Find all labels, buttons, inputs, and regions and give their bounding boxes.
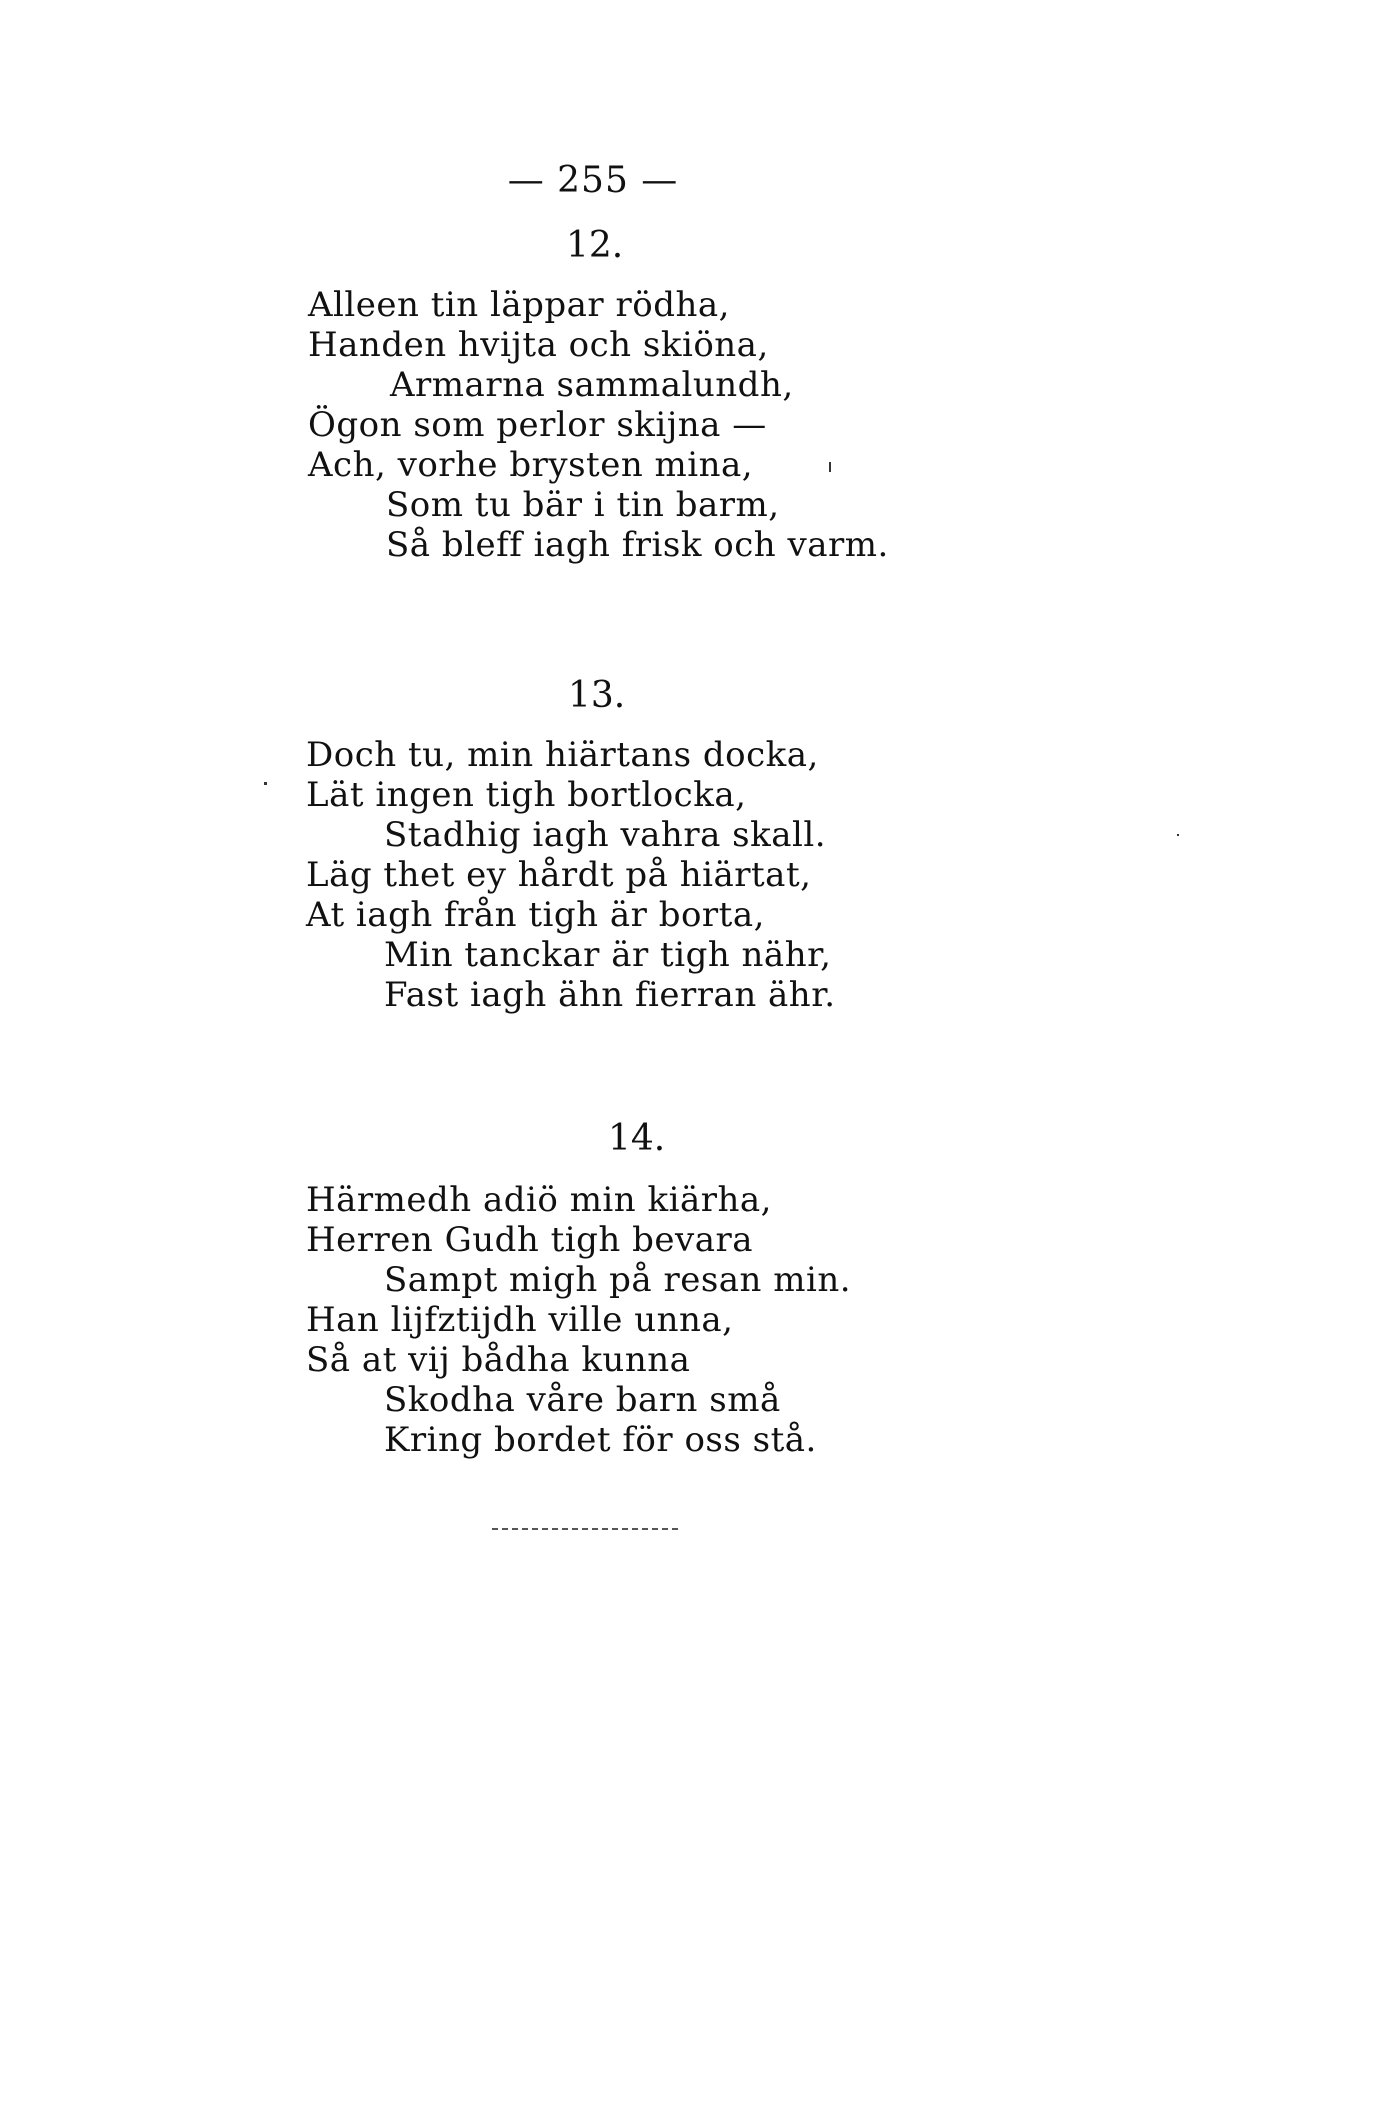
verse-line: Ögon som perlor skijna — — [308, 405, 767, 445]
verse-line: Ach, vorhe brysten mina, — [308, 445, 754, 485]
scan-speck — [1177, 834, 1179, 836]
verse-line: Alleen tin läppar rödha, — [308, 285, 730, 325]
verse-line: Sampt migh på resan min. — [384, 1260, 852, 1300]
verse-line: Skodha våre barn små — [384, 1380, 781, 1420]
verse-line: Så at vij bådha kunna — [306, 1340, 691, 1380]
verse-line: Armarna sammalundh, — [390, 365, 794, 405]
page-number: — 255 — — [507, 160, 679, 201]
verse-line: Han lijfztijdh ville unna, — [306, 1300, 734, 1340]
verse-line: Fast iagh ähn fierran ähr. — [384, 975, 836, 1015]
verse-line: Doch tu, min hiärtans docka, — [306, 735, 819, 775]
scan-speck — [264, 782, 267, 785]
stanza-number: 14. — [608, 1118, 666, 1159]
verse-line: Lät ingen tigh bortlocka, — [306, 775, 747, 815]
verse-line: Handen hvijta och skiöna, — [308, 325, 769, 365]
verse-line: Läg thet ey hårdt på hiärtat, — [306, 855, 812, 895]
verse-line: Kring bordet för oss stå. — [384, 1420, 817, 1460]
verse-line: Stadhig iagh vahra skall. — [384, 815, 827, 855]
scan-speck — [829, 462, 831, 472]
stanza-number: 12. — [566, 225, 624, 266]
verse-line: Så bleff iagh frisk och varm. — [386, 525, 889, 565]
verse-line: Herren Gudh tigh bevara — [306, 1220, 754, 1260]
end-rule — [492, 1528, 678, 1530]
stanza-number: 13. — [568, 675, 626, 716]
verse-line: Härmedh adiö min kiärha, — [306, 1180, 772, 1220]
verse-line: At iagh från tigh är borta, — [306, 895, 765, 935]
verse-line: Min tanckar är tigh nähr, — [384, 935, 832, 975]
verse-line: Som tu bär i tin barm, — [386, 485, 780, 525]
